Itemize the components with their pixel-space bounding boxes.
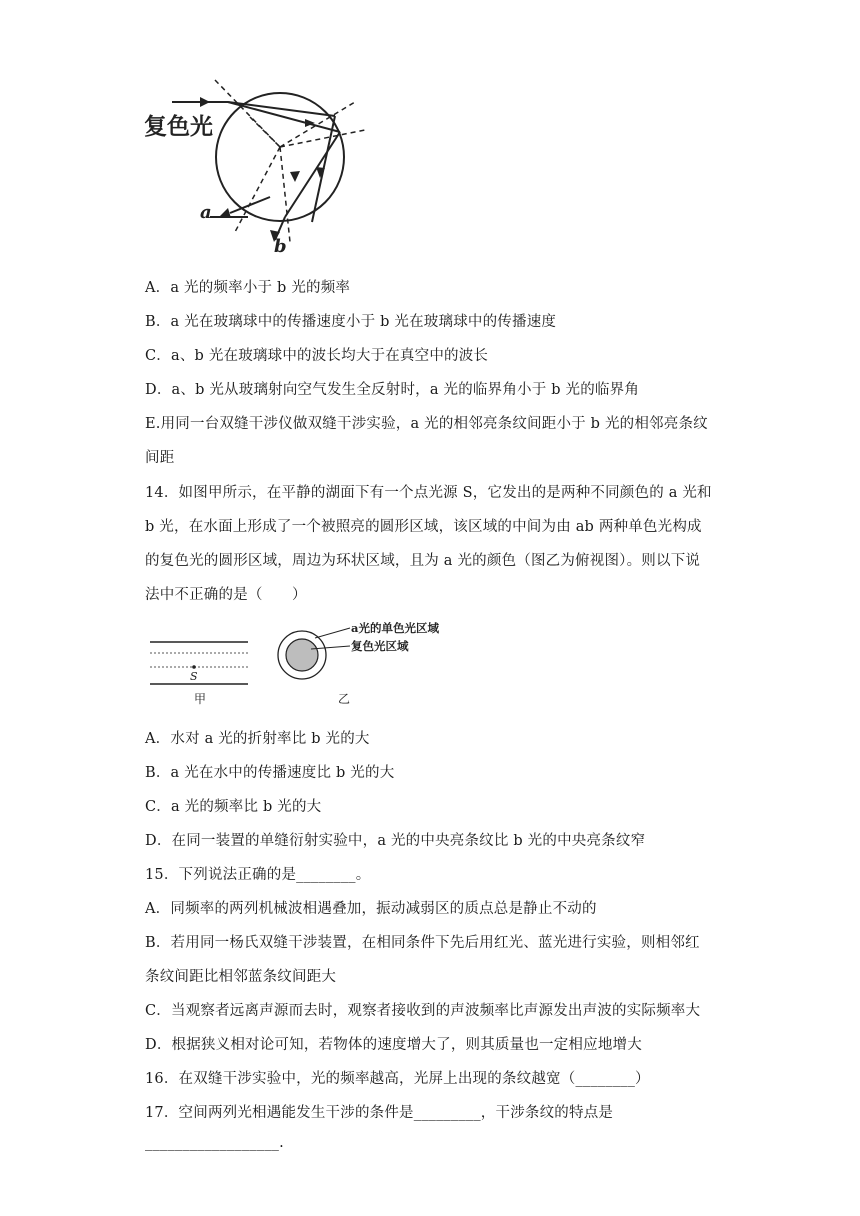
ring-leader-line	[315, 628, 350, 638]
q15-option-b-line1: B．若用同一杨氏双缝干涉装置，在相同条件下先后用红光、蓝光进行实验，则相邻红	[145, 935, 700, 951]
ray-arrow-2	[290, 171, 300, 182]
fig-label-ring: a光的单色光区域	[351, 621, 439, 635]
q15-stem: 15．下列说法正确的是________。	[145, 867, 371, 883]
point-source-s	[192, 665, 196, 669]
fig-label-yi: 乙	[338, 692, 351, 706]
q14-stem-line1: 14．如图甲所示，在平静的湖面下有一个点光源 S，它发出的是两种不同颜色的 a 光和	[145, 485, 712, 501]
q13-option-a: A．a 光的频率小于 b 光的频率	[145, 280, 351, 296]
q15-option-c: C．当观察者远离声源而去时，观察者接收到的声波频率比声源发出声波的实际频率大	[145, 1003, 701, 1019]
q15-option-d: D．根据狭义相对论可知，若物体的速度增大了，则其质量也一定相应地增大	[145, 1037, 642, 1053]
q14-option-c: C．a 光的频率比 b 光的大	[145, 799, 322, 815]
q13-option-c: C．a、b 光在玻璃球中的波长均大于在真空中的波长	[145, 348, 489, 364]
q13-option-e-line1: E.用同一台双缝干涉仪做双缝干涉实验，a 光的相邻亮条纹间距小于 b 光的相邻亮条纹	[145, 416, 708, 432]
normal-5	[280, 147, 290, 242]
normal-2	[280, 130, 365, 147]
normal-4	[235, 147, 280, 232]
q13-option-e-line2: 间距	[145, 450, 175, 466]
q14-option-b: B．a 光在水中的传播速度比 b 光的大	[145, 765, 395, 781]
q14-option-a: A．水对 a 光的折射率比 b 光的大	[145, 731, 370, 747]
q17-stem-line1: 17．空间两列光相遇能发生干涉的条件是_________，干涉条纹的特点是	[145, 1105, 614, 1121]
incoming-arrow	[200, 97, 210, 107]
q15-option-a: A．同频率的两列机械波相遇叠加，振动减弱区的质点总是静止不动的	[145, 901, 597, 917]
fig1-label-fuseguang: 复色光	[144, 113, 213, 140]
q17-stem-line2: __________________.	[145, 1135, 284, 1151]
q15-option-b-line2: 条纹间距比相邻蓝条纹间距大	[145, 969, 337, 985]
fig1-label-a: a	[200, 202, 212, 223]
sphere-refraction-figure	[140, 72, 380, 257]
q14-stem-line2: b 光，在水面上形成了一个被照亮的圆形区域，该区域的中间为由 ab 两种单色光构成	[145, 519, 702, 535]
center-region	[286, 639, 318, 671]
q16-stem: 16．在双缝干涉实验中，光的频率越高，光屏上出现的条纹越宽（________）	[145, 1071, 650, 1087]
lake-light-figure	[145, 615, 455, 710]
q13-option-b: B．a 光在玻璃球中的传播速度小于 b 光在玻璃球中的传播速度	[145, 314, 557, 330]
fig1-label-b: b	[274, 236, 287, 257]
q14-stem-line4: 法中不正确的是（ ）	[145, 587, 307, 603]
q14-option-d: D．在同一装置的单缝衍射实验中，a 光的中央亮条纹比 b 光的中央亮条纹窄	[145, 833, 646, 849]
q14-stem-line3: 的复色光的圆形区域，周边为环状区域，且为 a 光的颜色（图乙为俯视图）。则以下说	[145, 553, 701, 569]
fig-label-jia: 甲	[194, 692, 207, 706]
fig-label-s: S	[190, 670, 198, 683]
ray-a-inside	[228, 102, 340, 132]
ray-b-inside	[228, 102, 335, 116]
q13-option-d: D．a、b 光从玻璃射向空气发生全反射时，a 光的临界角小于 b 光的临界角	[145, 382, 640, 398]
fig-label-center: 复色光区域	[351, 639, 409, 653]
